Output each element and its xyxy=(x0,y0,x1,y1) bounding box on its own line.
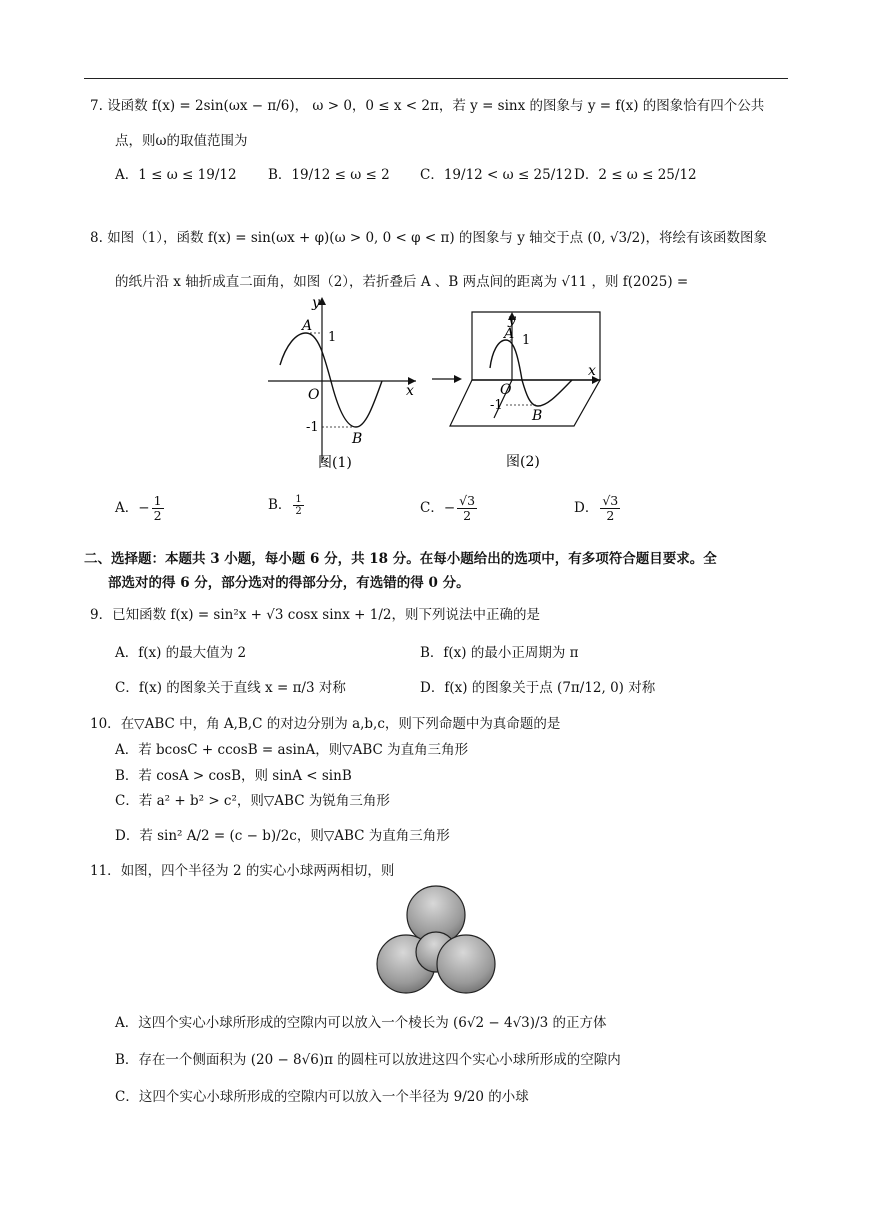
fig1-label-b: B xyxy=(352,431,363,447)
fig2-lower-plane xyxy=(450,380,600,426)
q8-figure-2 xyxy=(448,306,618,474)
q8-option-d[interactable]: D． $\frac{√3}{2}$ xyxy=(574,493,619,523)
fig2-label-neg1: -1 xyxy=(490,398,503,413)
fig2-curve-upper xyxy=(490,340,522,380)
q7-stem-line2: 点，则ω的取值范围为 xyxy=(115,133,248,149)
q7-func: f(x) = 2sin(ωx − π/6) xyxy=(151,98,295,114)
q10-option-c[interactable]: C．若 a² + b² > c²，则▽ABC 为锐角三角形 xyxy=(115,793,390,809)
fig1-label-y: y xyxy=(312,295,320,311)
q11-spheres-figure xyxy=(372,882,500,998)
fig1-label-x: x xyxy=(406,383,414,399)
fig2-label-x: x xyxy=(588,363,596,379)
fig1-label-neg1: -1 xyxy=(306,420,319,435)
q9-option-a[interactable]: A．f(x) 的最大值为 2 xyxy=(115,645,247,661)
q9-option-b[interactable]: B．f(x) 的最小正周期为 π xyxy=(420,645,579,661)
q8-figure-1 xyxy=(262,293,422,473)
fig1-caption: 图(1) xyxy=(318,455,352,471)
fig2-label-o: O xyxy=(500,382,512,398)
q9-option-c[interactable]: C．f(x) 的图象关于直线 x = π/3 对称 xyxy=(115,680,346,696)
fig1-label-o: O xyxy=(308,387,320,403)
q10-option-d[interactable]: D．若 sin² A/2 = (c − b)/2c，则▽ABC 为直角三角形 xyxy=(115,828,450,844)
q7-option-a[interactable]: A．1 ≤ ω ≤ 19/12 xyxy=(115,167,237,183)
fig1-curve xyxy=(280,333,382,427)
q11-option-c[interactable]: C．这四个实心小球所形成的空隙内可以放入一个半径为 9/20 的小球 xyxy=(115,1089,529,1105)
fig2-label-a: A xyxy=(504,326,515,342)
fig2-label-b: B xyxy=(532,408,543,424)
sphere-right xyxy=(437,935,495,993)
q7-option-b[interactable]: B．19/12 ≤ ω ≤ 2 xyxy=(268,167,390,183)
q7-option-d[interactable]: D．2 ≤ ω ≤ 25/12 xyxy=(574,167,697,183)
q9-stem: 9．已知函数 f(x) = sin²x + √3 cosx sinx + 1/2，则下列说法中正确的是 xyxy=(90,607,540,623)
q8-option-a[interactable]: A．− $\frac{1}{2}$ xyxy=(115,493,162,523)
q8-stem-line2: 的纸片沿 x 轴折成直二面角，如图（2），若折叠后 A 、B 两点间的距离为 √11 ，则 f(2025) = xyxy=(115,274,689,290)
q10-option-a[interactable]: A．若 bcosC + ccosB = asinA，则▽ABC 为直角三角形 xyxy=(115,742,469,758)
q11-stem: 11．如图，四个半径为 2 的实心小球两两相切，则 xyxy=(90,863,395,879)
q7-stem-line1: 7. 设函数 f(x) = 2sin(ωx − π/6)， ω > 0，0 ≤ x < 2π，若 y = sinx 的图象与 y = f(x) 的图象恰有四个公共 xyxy=(90,98,765,114)
section2-line2: 部选对的得 6 分，部分选对的得部分分，有选错的得 0 分。 xyxy=(108,575,470,591)
q7-option-c[interactable]: C．19/12 < ω ≤ 25/12 xyxy=(420,167,573,183)
fig2-label-one: 1 xyxy=(522,333,531,348)
fig2-curve-lower xyxy=(522,380,572,406)
section2-line1: 二、选择题：本题共 3 小题，每小题 6 分，共 18 分。在每小题给出的选项中，有多项符合题目要求。全 xyxy=(84,551,717,567)
q8-option-c[interactable]: C．− $\frac{√3}{2}$ xyxy=(420,493,476,523)
top-rule xyxy=(84,78,788,79)
q8-stem-line1: 8. 如图（1），函数 f(x) = sin(ωx + φ)(ω > 0, 0 < φ < π) 的图象与 y 轴交于点 (0, √3/2)，将绘有该函数图象 xyxy=(90,230,767,246)
q9-option-d[interactable]: D．f(x) 的图象关于点 (7π/12, 0) 对称 xyxy=(420,680,656,696)
q10-stem: 10．在▽ABC 中，角 A,B,C 的对边分别为 a,b,c，则下列命题中为真命题的是 xyxy=(90,716,561,732)
fig2-label-y: y xyxy=(508,312,516,328)
fig1-label-a: A xyxy=(302,318,313,334)
fig2-caption: 图(2) xyxy=(506,454,540,470)
q11-option-b[interactable]: B．存在一个侧面积为 (20 − 8√6)π 的圆柱可以放进这四个实心小球所形成的空隙内 xyxy=(115,1052,621,1068)
q11-option-a[interactable]: A．这四个实心小球所形成的空隙内可以放入一个棱长为 (6√2 − 4√3)/3 的正方体 xyxy=(115,1015,607,1031)
q8-point: (0, √3/2) xyxy=(587,230,646,246)
fig2-upper-plane xyxy=(472,312,600,380)
q10-option-b[interactable]: B．若 cosA > cosB，则 sinA < sinB xyxy=(115,768,352,784)
fig1-label-one: 1 xyxy=(328,330,337,345)
q8-option-b[interactable]: B． $\frac{1}{2}$ xyxy=(268,494,302,517)
